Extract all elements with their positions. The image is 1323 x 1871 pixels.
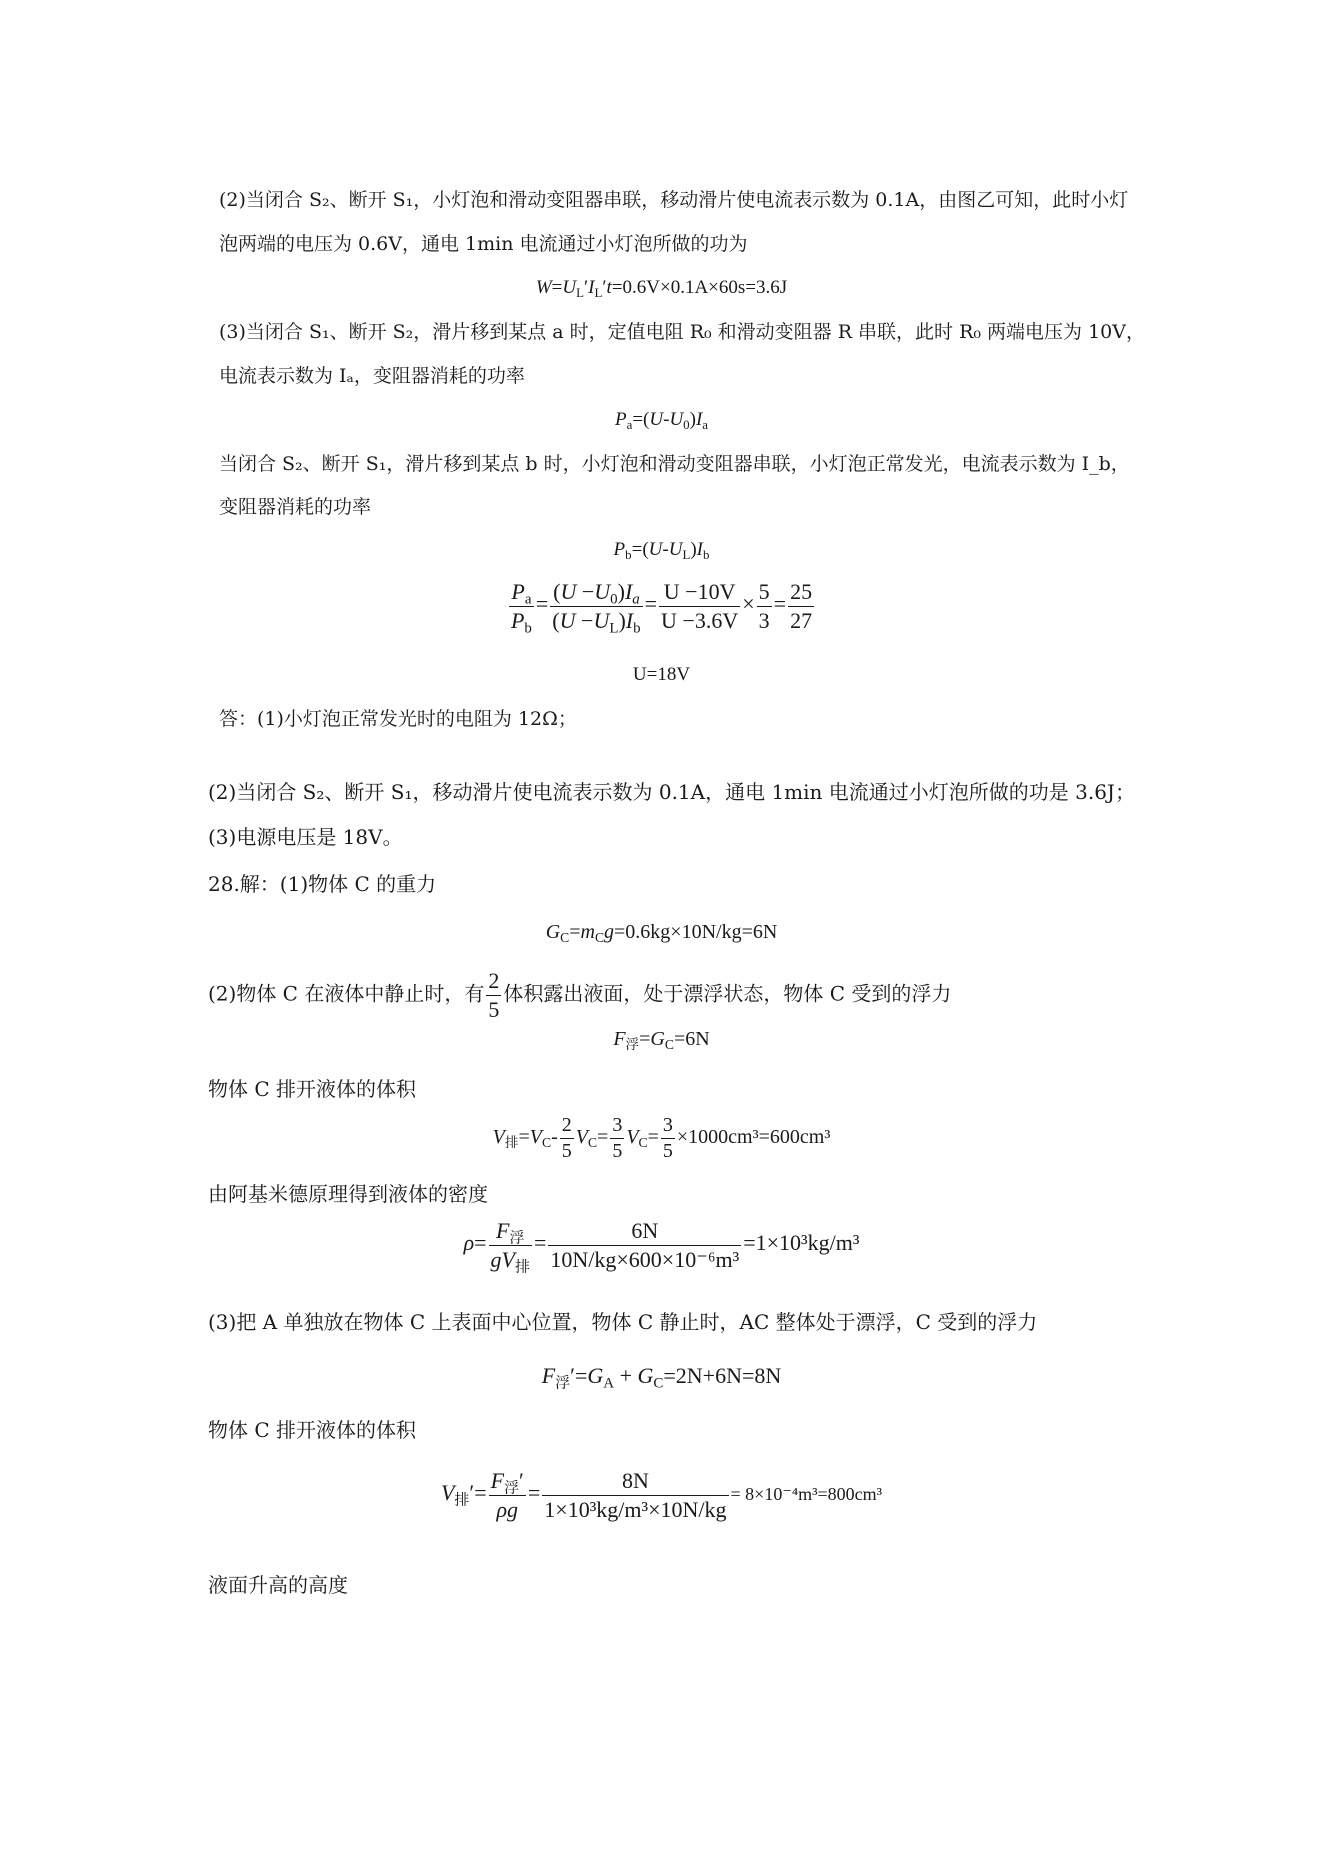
equation-volume: $V_排=V_C-$ $\frac{2}{5}$ $V_C=$ $\frac{3}{5}$ $V_C=$ $\frac{3}{5}$ ×1000cm³=600cm³: [492, 1114, 831, 1162]
fraction-voltages: $\frac{U -10V}{U -3.6V}$: [661, 579, 739, 633]
equation-gc: $G_C=m_Cg=0.6kg\times 10N/kg=6N$: [545, 921, 778, 946]
answer-3: (3)电源电压是 18V。: [208, 825, 403, 849]
question-28-heading: 28.解：(1)物体 C 的重力: [208, 872, 437, 896]
equation-u: U=18V: [632, 664, 691, 685]
para-2-line-2: 电流表示数为 Iₐ，变阻器消耗的功率: [219, 365, 525, 387]
fraction-three-fifths-a: $\frac{3}{5}$: [612, 1114, 623, 1162]
fraction-volume-numbers: $\frac{8N}{\text{1×10³kg/m³×10N/kg}}$: [544, 1468, 727, 1522]
equation-buoyancy-value: =6N: [673, 1028, 710, 1050]
equation-buoyancy-2: $F_浮'=G_A + G_C=2N+6N=8N$: [541, 1363, 782, 1392]
fraction-two-fifths: $\frac{2}{5}$: [488, 968, 500, 1022]
equation-volume-2: $V_排'=$ $F_浮'$ ρg = $\frac{8N}{\text{1×10³kg/m³×10N/kg}}$ = 8×10⁻⁴m³=800cm³: [440, 1468, 883, 1522]
volume-label-1: 物体 C 排开液体的体积: [208, 1077, 417, 1101]
fraction-density-numbers: $\frac{6N}{\text{10N/kg×600×10⁻⁶m³}}$: [550, 1218, 740, 1272]
equation-density: ρ= $F_浮$ $gV_排$ = $\frac{6N}{\text{10N/kg×600×10⁻⁶m³}}$ =1×10³kg/m³: [463, 1218, 860, 1275]
fraction-f-over-rhog: $F_浮'$ ρg: [490, 1468, 524, 1522]
para-1-line-2: 泡两端的电压为 0.6V，通电 1min 电流通过小灯泡所做的功为: [219, 233, 748, 255]
equation-power-ratio: $\frac{P_a}{P_b}$ = $\frac{(U -U_0)I_a}{(U -U_L)I_b}$ = $\frac{U -10V}{U -3.6V}$ × $\frac{5}{3}$ = $\frac{25}{27}$: [510, 579, 813, 636]
fraction-pa-pb: $\frac{P_a}{P_b}$: [510, 579, 532, 636]
equation-gc-value: =0.6kg×10N/kg=6N: [614, 921, 778, 943]
equation-buoyancy: $F_浮=G_C=6N$: [613, 1028, 710, 1053]
fraction-result: $\frac{25}{27}$: [790, 579, 813, 633]
equation-pb: $P_b=(U-U_L)I_b$: [613, 539, 710, 562]
fraction-expanded: $\frac{(U -U_0)I_a}{(U -U_L)I_b}$: [552, 579, 641, 636]
fraction-three-fifths-b: $\frac{3}{5}$: [662, 1114, 673, 1162]
equation-density-value: =1×10³kg/m³: [743, 1230, 860, 1256]
para-28-2-end: 体积露出液面，处于漂浮状态，物体 C 受到的浮力: [503, 981, 952, 1006]
equation-buoyancy-2-value: =2N+6N=8N: [663, 1363, 782, 1388]
equation-work: $W=U_L'I_L't=0.6V\times 0.1A\times 60s=3.6J$: [535, 277, 788, 300]
equation-work-value: =0.6V×0.1A×60s=3.6J: [611, 277, 788, 298]
para-3-line-2: 变阻器消耗的功率: [219, 496, 372, 518]
para-1-line-1: (2)当闭合 S₂、断开 S₁，小灯泡和滑动变阻器串联，移动滑片使电流表示数为 0.1A，由图乙可知，此时小灯: [219, 189, 1129, 211]
fraction-f-over-gv: $F_浮$ $gV_排$: [490, 1218, 530, 1275]
para-28-2-start: (2)物体 C 在液体中静止时，有: [208, 981, 485, 1006]
para-3-line-1: 当闭合 S₂、断开 S₁，滑片移到某点 b 时，小灯泡和滑动变阻器串联，小灯泡正常发光，电流表示数为 I_b，: [219, 453, 1130, 475]
para-28-2: [208, 967, 951, 1023]
equation-pa: $P_a=(U-U_0)I_a$: [614, 409, 709, 432]
density-label: 由阿基米德原理得到液体的密度: [208, 1182, 488, 1206]
rise-label: 液面升高的高度: [208, 1573, 348, 1597]
answer-2: (2)当闭合 S₂、断开 S₁，移动滑片使电流表示数为 0.1A，通电 1min 电流通过小灯泡所做的功是 3.6J；: [208, 780, 1135, 804]
answer-1: 答：(1)小灯泡正常发光时的电阻为 12Ω；: [219, 708, 577, 730]
equation-volume-2-value: = 8×10⁻⁴m³=800cm³: [730, 1484, 883, 1505]
fraction-two-fifths-b: $\frac{2}{5}$: [561, 1114, 572, 1162]
fraction-five-thirds: $\frac{5}{3}$: [758, 579, 770, 633]
equation-volume-value: ×1000cm³=600cm³: [676, 1126, 831, 1149]
para-28-3: (3)把 A 单独放在物体 C 上表面中心位置，物体 C 静止时，AC 整体处于漂浮，C 受到的浮力: [208, 1310, 1038, 1334]
para-2-line-1: (3)当闭合 S₁、断开 S₂，滑片移到某点 a 时，定值电阻 R₀ 和滑动变阻器 R 串联，此时 R₀ 两端电压为 10V，: [219, 321, 1145, 343]
volume-label-2: 物体 C 排开液体的体积: [208, 1418, 417, 1442]
